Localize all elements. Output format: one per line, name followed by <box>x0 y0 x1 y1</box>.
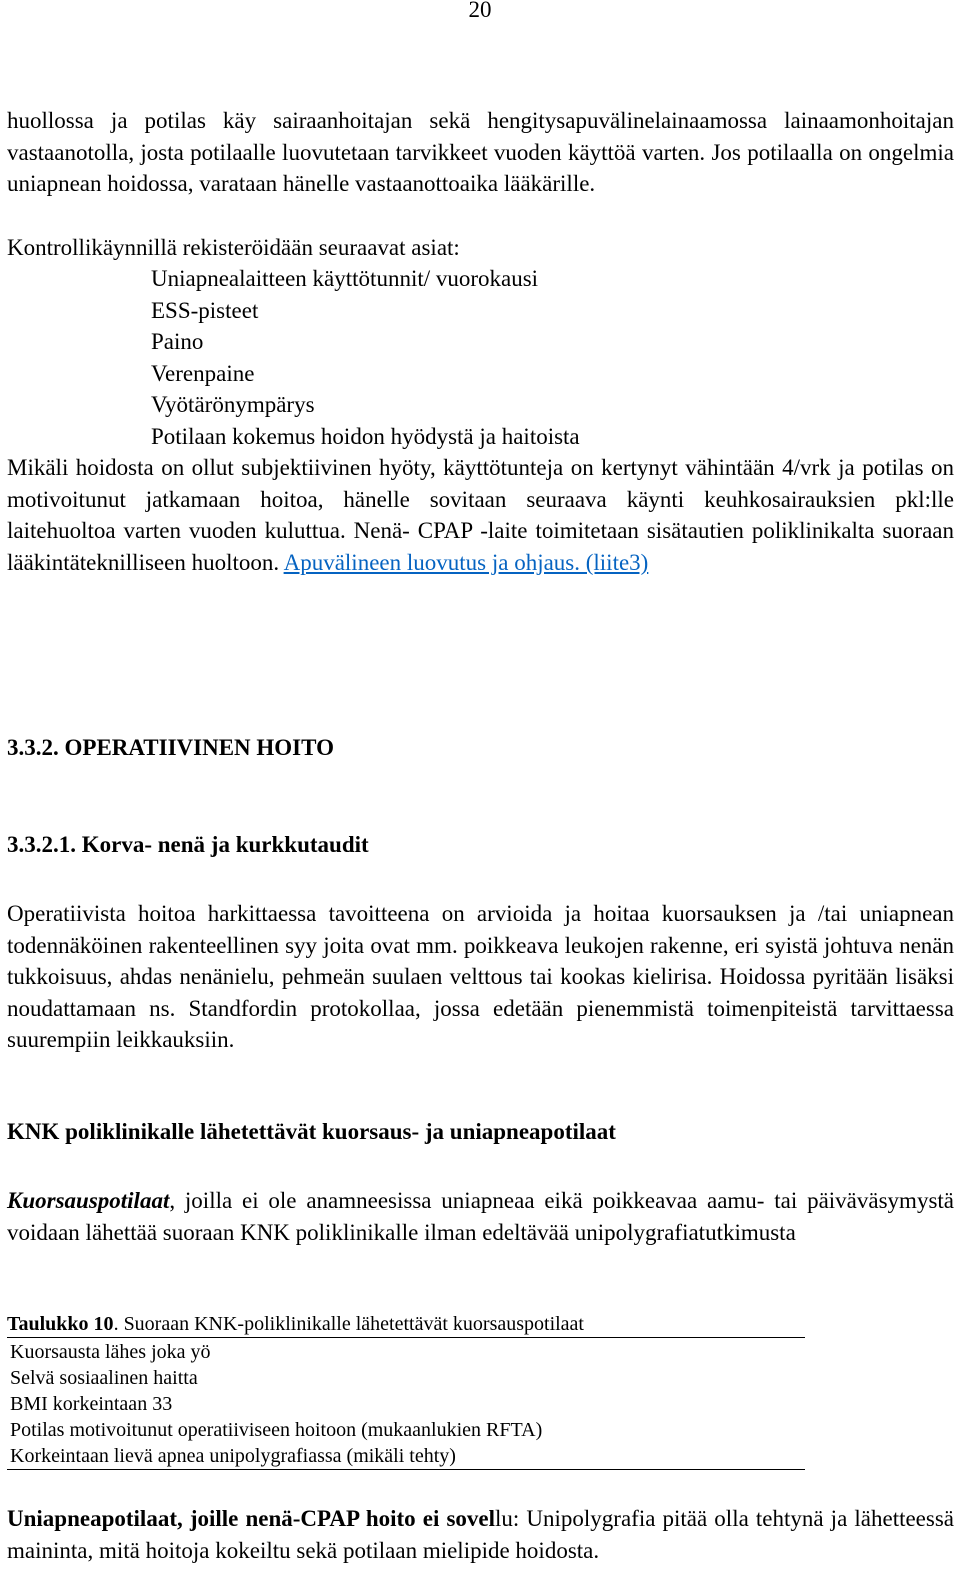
table-row: Potilas motivoitunut operatiiviseen hoitoon (mukaanlukien RFTA) <box>10 1419 543 1441</box>
checkup-item: ESS-pisteet <box>151 297 259 323</box>
checkup-item: Vyötärönympärys <box>151 392 315 418</box>
intro-paragraph: huollossa ja potilas käy sairaanhoitajan sekä hengitysapuvälinelainaamossa lainaamonhoitajan vastaanotolla, josta potilaalle luovutetaan tarvikkeet vuoden käyttöä varten. Jos potilaalla on ongelmia uniapnean hoidossa, varataan hänelle vastaanottoaika lääkärille. <box>7 108 954 197</box>
table-caption-text: . Suoraan KNK-poliklinikalle lähetettävät kuorsauspotilaat <box>113 1313 584 1335</box>
table-row: Selvä sosiaalinen haitta <box>10 1367 198 1389</box>
appliance-handover-link[interactable]: Apuvälineen luovutus ja ohjaus. (liite3) <box>283 549 649 575</box>
page-number: 20 <box>468 0 492 22</box>
checkup-item: Paino <box>151 329 204 355</box>
checkup-list <box>151 263 580 453</box>
knk-heading: KNK poliklinikalle lähetettävät kuorsaus- ja uniapneapotilaat <box>7 1119 616 1144</box>
snoring-patients-term: Kuorsauspotilaat <box>7 1188 170 1213</box>
cpap-patients-term-tail: lu <box>495 1506 513 1531</box>
checkup-item: Potilaan kokemus hoidon hyödystä ja haitoista <box>151 423 580 449</box>
checkup-paragraph <box>7 452 954 578</box>
cpap-paragraph <box>7 1503 954 1566</box>
table-caption-label: Taulukko 10 <box>7 1313 114 1335</box>
section-heading: 3.3.2. OPERATIIVINEN HOITO <box>7 735 334 760</box>
table-row: Kuorsausta lähes joka yö <box>10 1341 211 1363</box>
checkup-item: Verenpaine <box>151 360 255 386</box>
snoring-paragraph <box>7 1185 954 1248</box>
snoring-paragraph-text: , joilla ei ole anamneesissa uniapneaa eikä poikkeavaa aamu- tai päiväväsymystä voidaan lähettää suoraan KNK poliklinikalle ilman edeltävää unipolygrafiatutkimusta <box>7 1188 954 1245</box>
checkup-intro: Kontrollikäynnillä rekisteröidään seuraavat asiat: <box>7 235 460 260</box>
table-row: BMI korkeintaan 33 <box>10 1393 173 1415</box>
table-caption <box>7 1311 805 1338</box>
subsection-heading: 3.3.2.1. Korva- nenä ja kurkkutaudit <box>7 832 369 857</box>
operative-paragraph: Operatiivista hoitoa harkittaessa tavoitteena on arvioida ja hoitaa kuorsauksen ja /tai uniapnean todennäköinen rakenteellinen syy joita ovat mm. poikkeava leukojen rakenne, eri syistä johtuva nenän tukkoisuus, ahdas nenänielu, pehmeän suulaen velttous tai kookas kielirisa. Hoidossa pyritään lisäksi noudattamaan ns. Standfordin protokollaa, jossa edetään pienemmistä toimenpiteistä tarvittaessa suurempiin leikkauksiin. <box>7 901 954 1053</box>
checkup-paragraph-text: Mikäli hoidosta on ollut subjektiivinen hyöty, käyttötunteja on kertynyt vähintään 4/vrk ja potilas on motivoitunut jatkamaan hoitoa, hänelle sovitaan seuraava käynti keuhkosairauksien pkl:lle laitehuoltoa varten vuoden kuluttua. Nenä- CPAP -laite toimitetaan sisätautien poliklinikalta suoraan lääkintäteknilliseen huoltoon. <box>7 455 954 575</box>
snoring-table <box>7 1311 805 1470</box>
cpap-paragraph-text: : Unipolygrafia pitää olla tehtynä ja lähetteessä maininta, mitä hoitoja kokeiltu sekä potilaan mielipide hoidosta. <box>7 1506 954 1563</box>
table-body <box>7 1338 805 1470</box>
cpap-patients-term: Uniapneapotilaat, joille nenä-CPAP hoito ei sovel <box>7 1506 496 1531</box>
table-row: Korkeintaan lievä apnea unipolygrafiassa (mikäli tehty) <box>10 1445 456 1467</box>
checkup-item: Uniapnealaitteen käyttötunnit/ vuorokausi <box>151 266 539 291</box>
